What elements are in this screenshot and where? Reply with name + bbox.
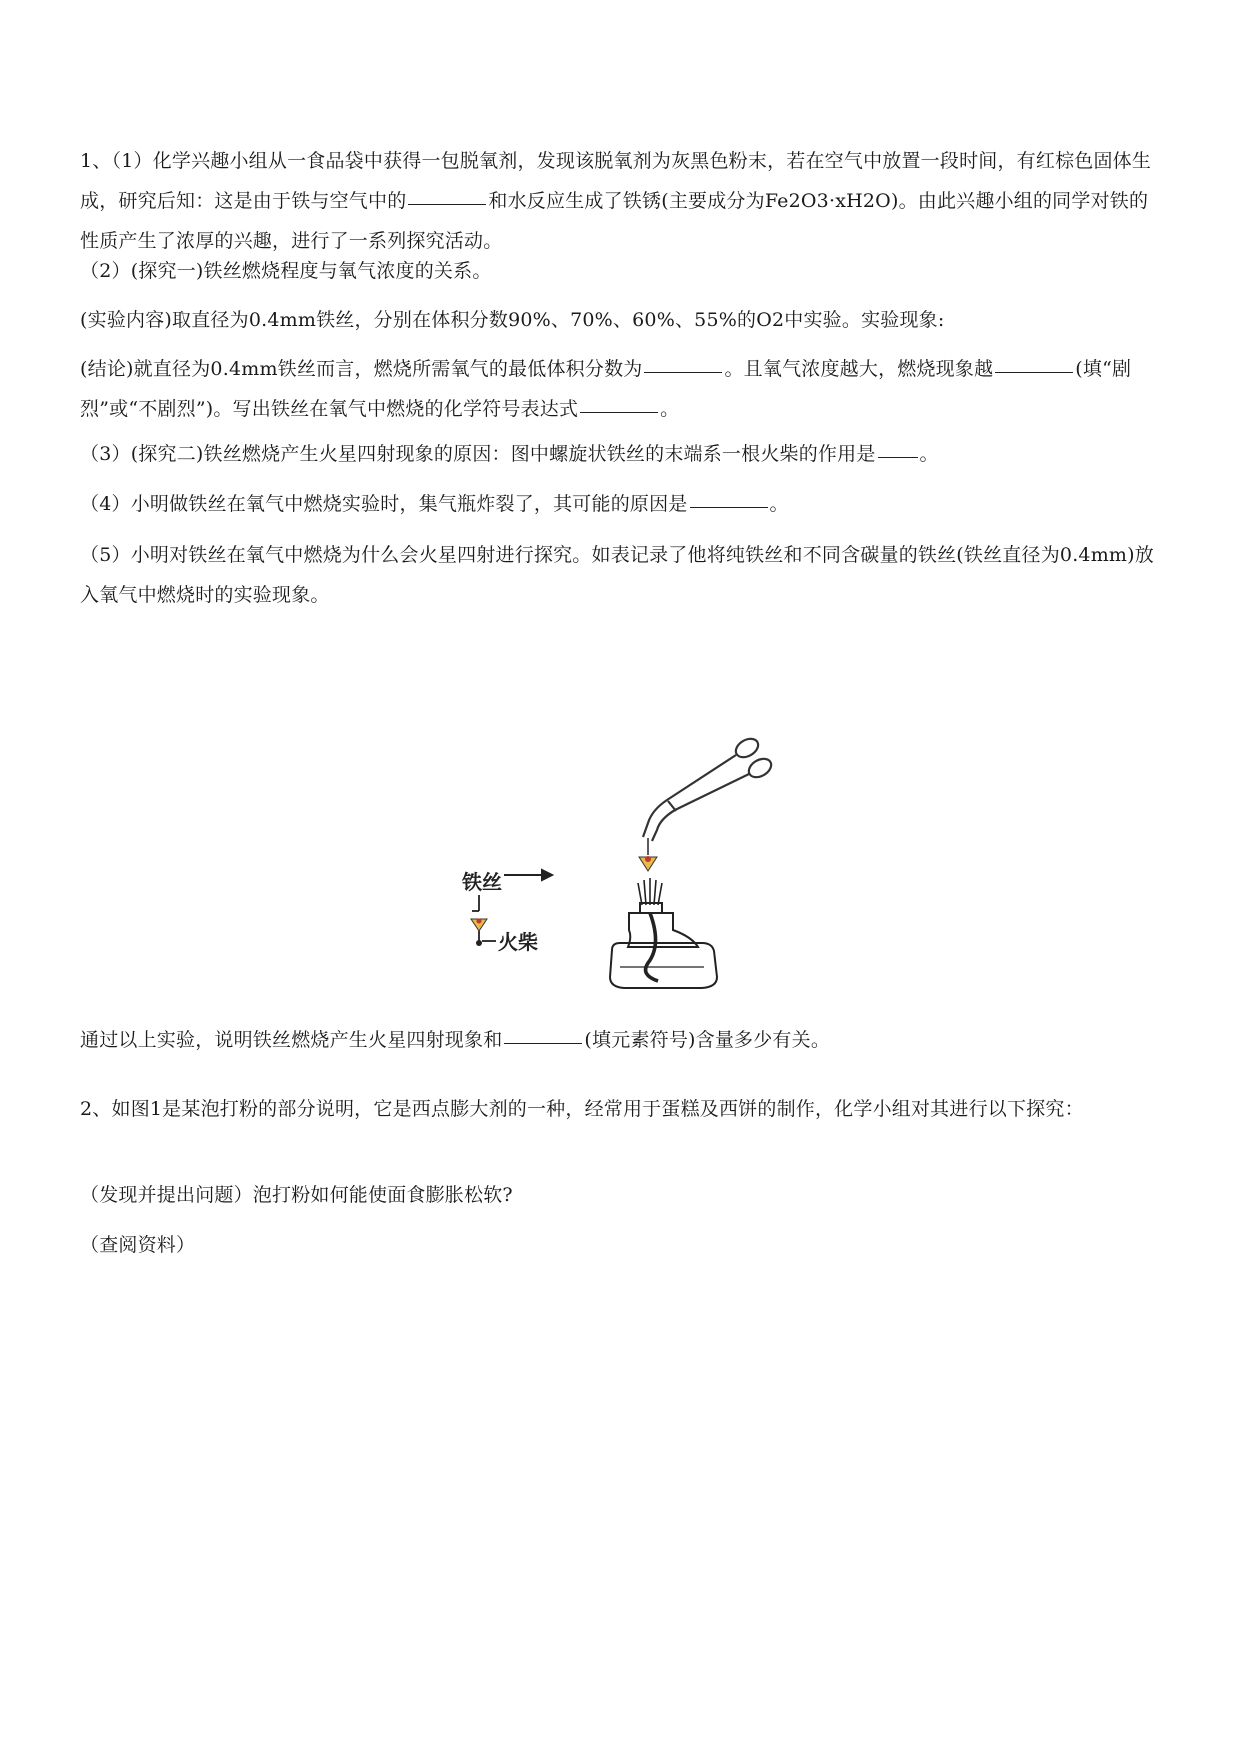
q2-intro-paragraph: 2、如图1是某泡打粉的部分说明，它是西点膨大剂的一种，经常用于蛋糕及西饼的制作，化学小组对其进行以下探究： — [80, 1098, 1084, 1120]
experiment-figure — [462, 715, 797, 1015]
answer-blank[interactable] — [580, 411, 658, 413]
q1-part2-heading: （2）(探究一)铁丝燃烧程度与氧气浓度的关系。 — [80, 260, 492, 282]
q1-part1-text-b: 和水反应生成了铁锈(主要成分为Fe2O3·xH2O)。由此兴趣小组的同学对铁的性质产生了浓厚的兴趣，进行了一系列探究活动。 — [80, 190, 1149, 252]
q1-conclusion-text-b: 。且氧气浓度越大，燃烧现象越 — [724, 358, 994, 380]
answer-blank[interactable] — [504, 1042, 582, 1044]
q1-part5-conclusion-text-a: 通过以上实验，说明铁丝燃烧产生火星四射现象和 — [80, 1029, 503, 1051]
match-icon — [471, 919, 496, 947]
q1-part3-paragraph — [80, 434, 1165, 474]
q2-reference-heading: （查阅资料） — [80, 1234, 196, 1256]
q1-part1-paragraph — [80, 141, 1165, 261]
answer-blank[interactable] — [690, 506, 768, 508]
label-wire: 铁丝 — [462, 870, 502, 894]
q1-part4-paragraph — [80, 484, 1165, 524]
iron-wire-burning-diagram — [462, 715, 797, 1015]
q1-experiment-content: (实验内容)取直径为0.4mm铁丝，分别在体积分数90%、70%、60%、55%的O2中实验。实验现象: — [80, 309, 945, 331]
answer-blank[interactable] — [408, 203, 486, 205]
q1-conclusion-text-a: (结论)就直径为0.4mm铁丝而言，燃烧所需氧气的最低体积分数为 — [80, 358, 643, 380]
label-match: 火柴 — [498, 930, 538, 954]
alcohol-lamp-icon — [610, 878, 717, 988]
answer-blank[interactable] — [995, 371, 1073, 373]
wire-end-icon — [639, 838, 657, 871]
q1-conclusion-text-c: (填“剧烈”或“不剧烈”)。写出铁丝在氧气中燃烧的化学符号表达式 — [80, 358, 1132, 420]
arrow-icon — [504, 870, 552, 880]
q1-part5-paragraph: （5）小明对铁丝在氧气中燃烧为什么会火星四射进行探究。如表记录了他将纯铁丝和不同含碳量的铁丝(铁丝直径为0.4mm)放入氧气中燃烧时的实验现象。 — [80, 544, 1154, 606]
q2-question-paragraph: （发现并提出问题）泡打粉如何能使面食膨胀松软? — [80, 1184, 513, 1206]
q1-conclusion-paragraph — [80, 349, 1165, 429]
q1-part3-text-b: 。 — [919, 443, 939, 465]
label-wire-group — [462, 870, 502, 911]
q1-part4-text-a: （4）小明做铁丝在氧气中燃烧实验时，集气瓶炸裂了，其可能的原因是 — [80, 493, 688, 515]
q1-part1-text-a: 1、（1）化学兴趣小组从一食品袋中获得一包脱氧剂，发现该脱氧剂为灰黑色粉末，若在空气中放置一段时间，有红棕色固体生成，研究后知：这是由于铁与空气中的 — [80, 150, 1152, 212]
q1-part4-text-b: 。 — [769, 493, 789, 515]
q1-part3-text-a: （3）(探究二)铁丝燃烧产生火星四射现象的原因：图中螺旋状铁丝的末端系一根火柴的作用是 — [80, 443, 876, 465]
q1-part5-conclusion-text-b: (填元素符号)含量多少有关。 — [584, 1029, 831, 1051]
q1-conclusion-text-d: 。 — [660, 398, 680, 420]
answer-blank[interactable] — [644, 371, 722, 373]
answer-blank[interactable] — [878, 456, 918, 458]
q1-part5-conclusion — [80, 1020, 1165, 1060]
crucible-tongs-icon — [643, 735, 774, 841]
